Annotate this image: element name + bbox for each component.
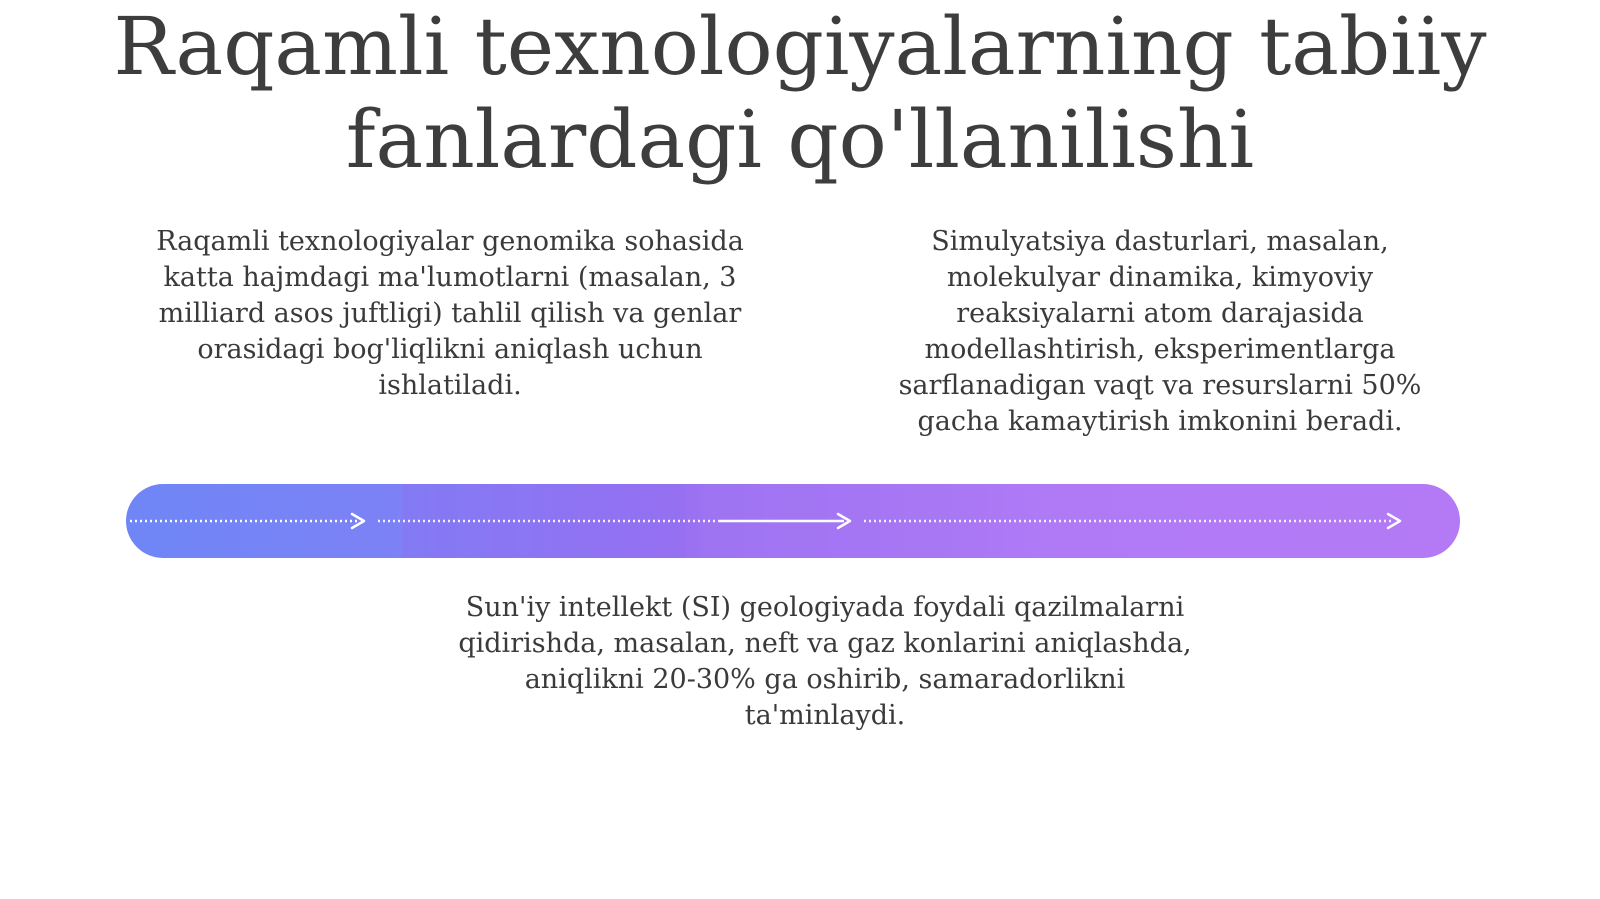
- point-genomics-text: Raqamli texnologiyalar genomika sohasida katta hajmdagi ma'lumotlarni (masalan, 3 milliard asos juftligi) tahlil qilish va genlar orasidagi bog'liqlikni aniqlash uchun ishlatiladi.: [156, 226, 744, 401]
- timeline-graphic: [126, 484, 1460, 558]
- timeline-segment-2: [402, 484, 702, 558]
- point-simulation-text: Simulyatsiya dasturlari, masalan, molekulyar dinamika, kimyoviy reaksiyalarni atom darajasida modellashtirish, eksperimentlarga sarflanadigan vaqt va resurslarni 50% gacha kamaytirish imkonini beradi.: [898, 226, 1422, 437]
- timeline-bar: [126, 484, 1460, 558]
- slide-title: Raqamli texnologiyalarning tabiiy fanlardagi qo'llanilishi: [113, 0, 1487, 186]
- point-ai-geology-text: Sun'iy intellekt (SI) geologiyada foydali qazilmalarni qidirishda, masalan, neft va gaz konlarini aniqlashda, aniqlikni 20-30% ga oshirib, samaradorlikni ta'minlaydi.: [458, 592, 1192, 731]
